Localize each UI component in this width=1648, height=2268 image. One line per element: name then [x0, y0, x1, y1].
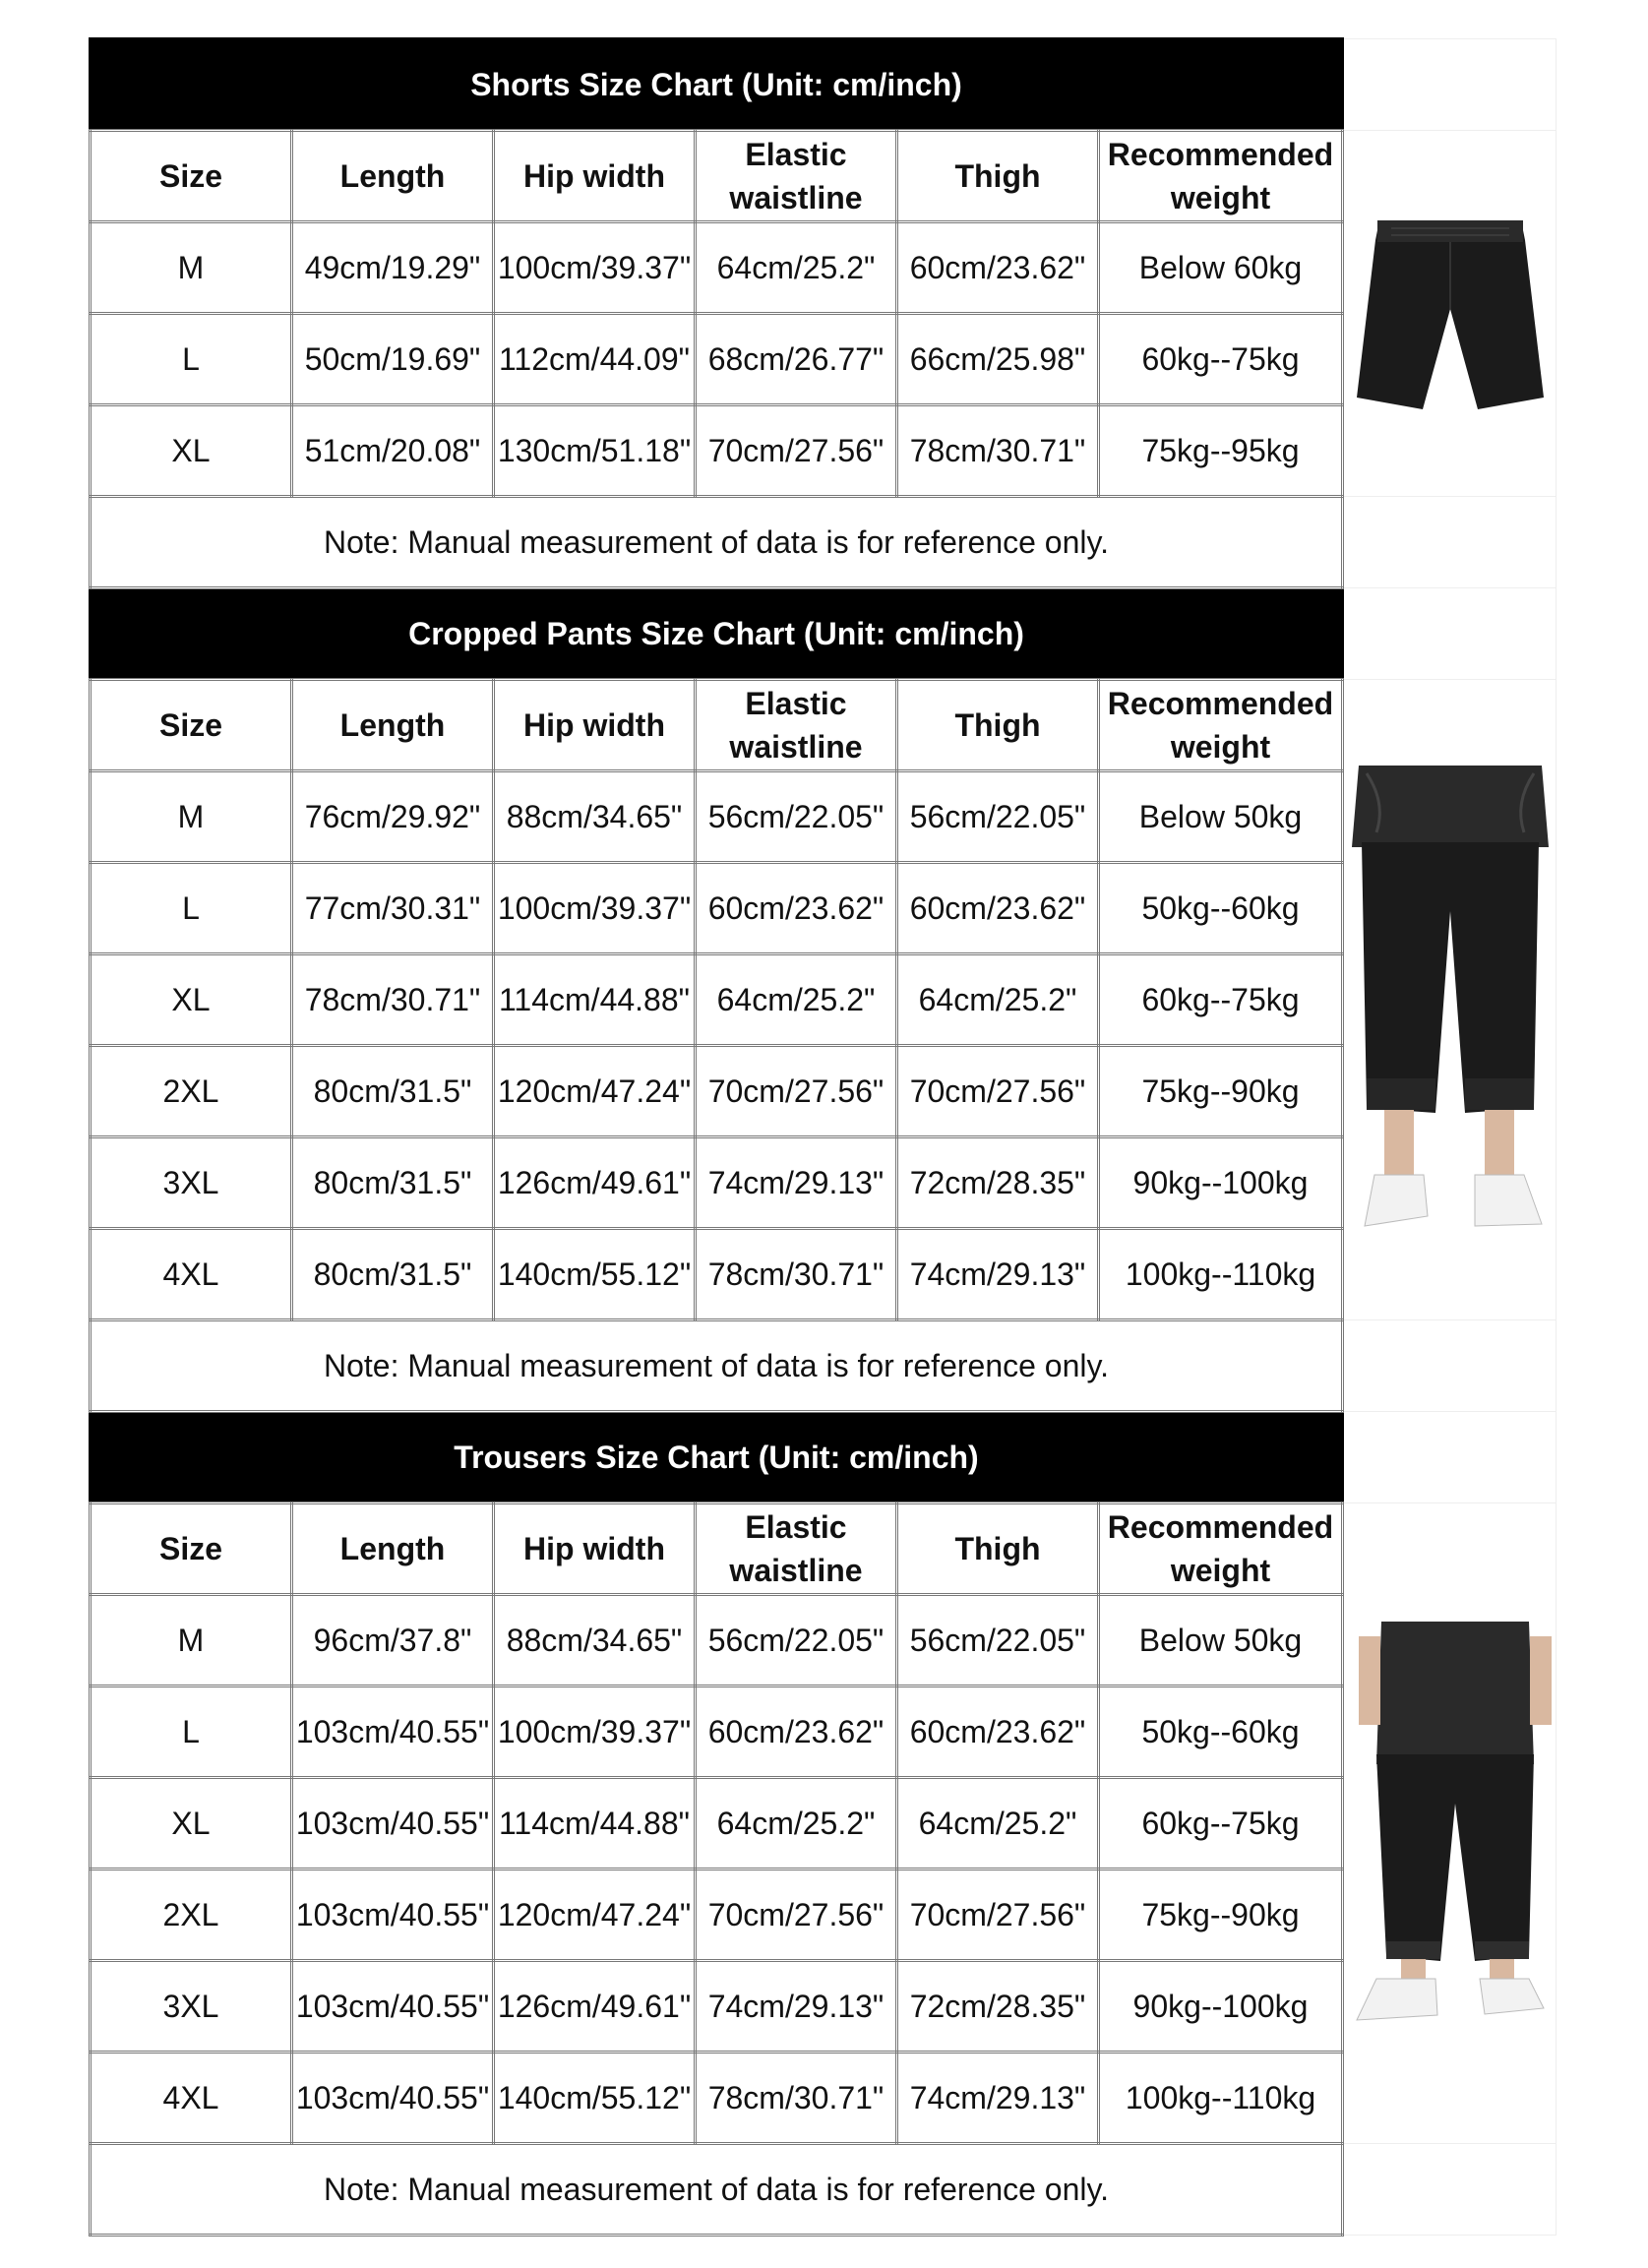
cell-recommended-weight: 100kg--110kg	[1099, 1229, 1343, 1320]
chart-title-row	[91, 1412, 1556, 1503]
table-row	[91, 954, 1556, 1046]
cell-size: 4XL	[91, 1229, 292, 1320]
cell-size: 2XL	[91, 1046, 292, 1137]
column-header-row	[91, 680, 1556, 771]
cell-length: 51cm/20.08"	[292, 405, 494, 497]
cell-size: 4XL	[91, 2053, 292, 2144]
column-header-thigh: Thigh	[897, 1503, 1099, 1595]
shorts-product-photo	[1352, 201, 1549, 427]
reference-note: Note: Manual measurement of data is for reference only.	[91, 2144, 1343, 2236]
column-header-thigh: Thigh	[897, 680, 1099, 771]
product-image-cell	[1343, 131, 1556, 497]
cell-length: 103cm/40.55"	[292, 1870, 494, 1961]
image-spacer-cell	[1343, 497, 1556, 588]
trousers-product-photo	[1347, 1617, 1554, 2030]
reference-note: Note: Manual measurement of data is for reference only.	[91, 497, 1343, 588]
cell-thigh: 72cm/28.35"	[897, 1137, 1099, 1229]
cell-recommended-weight: 75kg--95kg	[1099, 405, 1343, 497]
image-spacer-cell	[1343, 39, 1556, 131]
cell-size: L	[91, 314, 292, 405]
cell-elastic-waistline: 60cm/23.62"	[696, 863, 897, 954]
table-row	[91, 1595, 1556, 1686]
table-row	[91, 1046, 1556, 1137]
cell-recommended-weight: 100kg--110kg	[1099, 2053, 1343, 2144]
size-chart-document	[89, 37, 1556, 2237]
cell-elastic-waistline: 60cm/23.62"	[696, 1686, 897, 1778]
table-row	[91, 314, 1556, 405]
cell-elastic-waistline: 56cm/22.05"	[696, 1595, 897, 1686]
table-row	[91, 863, 1556, 954]
cell-length: 76cm/29.92"	[292, 771, 494, 863]
cell-length: 96cm/37.8"	[292, 1595, 494, 1686]
cell-thigh: 78cm/30.71"	[897, 405, 1099, 497]
table-row	[91, 2053, 1556, 2144]
cell-length: 80cm/31.5"	[292, 1137, 494, 1229]
note-row	[91, 497, 1556, 588]
cell-recommended-weight: 60kg--75kg	[1099, 1778, 1343, 1870]
table-row	[91, 222, 1556, 314]
cell-hip-width: 114cm/44.88"	[494, 1778, 696, 1870]
image-spacer-cell	[1343, 1412, 1556, 1503]
column-header-length: Length	[292, 1503, 494, 1595]
cell-hip-width: 130cm/51.18"	[494, 405, 696, 497]
cell-thigh: 60cm/23.62"	[897, 1686, 1099, 1778]
cell-recommended-weight: 50kg--60kg	[1099, 1686, 1343, 1778]
column-header-size: Size	[91, 1503, 292, 1595]
chart-title: Cropped Pants Size Chart (Unit: cm/inch)	[91, 588, 1343, 680]
cell-elastic-waistline: 56cm/22.05"	[696, 771, 897, 863]
image-spacer-cell	[1343, 588, 1556, 680]
column-header-length: Length	[292, 131, 494, 222]
cell-hip-width: 114cm/44.88"	[494, 954, 696, 1046]
cell-elastic-waistline: 74cm/29.13"	[696, 1137, 897, 1229]
table-row	[91, 405, 1556, 497]
cell-hip-width: 126cm/49.61"	[494, 1961, 696, 2053]
cell-size: M	[91, 222, 292, 314]
product-image-cell	[1343, 1503, 1556, 2144]
cell-length: 103cm/40.55"	[292, 1778, 494, 1870]
cell-thigh: 64cm/25.2"	[897, 954, 1099, 1046]
column-header-thigh: Thigh	[897, 131, 1099, 222]
image-spacer-cell	[1343, 1320, 1556, 1412]
column-header-recommended-weight: Recommended weight	[1099, 1503, 1343, 1595]
cell-elastic-waistline: 70cm/27.56"	[696, 405, 897, 497]
column-header-length: Length	[292, 680, 494, 771]
cell-size: 3XL	[91, 1961, 292, 2053]
cell-thigh: 74cm/29.13"	[897, 1229, 1099, 1320]
cell-elastic-waistline: 74cm/29.13"	[696, 1961, 897, 2053]
cropped-pants-product-photo	[1347, 754, 1554, 1246]
column-header-hip-width: Hip width	[494, 680, 696, 771]
chart-title-row	[91, 588, 1556, 680]
table-row	[91, 1961, 1556, 2053]
cell-length: 50cm/19.69"	[292, 314, 494, 405]
cell-hip-width: 140cm/55.12"	[494, 2053, 696, 2144]
cell-hip-width: 100cm/39.37"	[494, 222, 696, 314]
column-header-row	[91, 1503, 1556, 1595]
table-row	[91, 1229, 1556, 1320]
cell-length: 80cm/31.5"	[292, 1229, 494, 1320]
cell-hip-width: 100cm/39.37"	[494, 863, 696, 954]
table-row	[91, 1137, 1556, 1229]
cell-size: XL	[91, 954, 292, 1046]
image-spacer-cell	[1343, 2144, 1556, 2236]
size-chart-table	[89, 37, 1556, 2237]
cell-elastic-waistline: 68cm/26.77"	[696, 314, 897, 405]
cell-recommended-weight: 90kg--100kg	[1099, 1137, 1343, 1229]
table-row	[91, 771, 1556, 863]
cell-size: 3XL	[91, 1137, 292, 1229]
cell-recommended-weight: 60kg--75kg	[1099, 314, 1343, 405]
cell-elastic-waistline: 78cm/30.71"	[696, 1229, 897, 1320]
cell-elastic-waistline: 64cm/25.2"	[696, 1778, 897, 1870]
cell-length: 78cm/30.71"	[292, 954, 494, 1046]
cell-length: 49cm/19.29"	[292, 222, 494, 314]
cell-thigh: 70cm/27.56"	[897, 1870, 1099, 1961]
note-row	[91, 1320, 1556, 1412]
cell-thigh: 56cm/22.05"	[897, 771, 1099, 863]
cell-thigh: 70cm/27.56"	[897, 1046, 1099, 1137]
cell-thigh: 60cm/23.62"	[897, 863, 1099, 954]
column-header-size: Size	[91, 680, 292, 771]
cell-size: XL	[91, 405, 292, 497]
cell-elastic-waistline: 64cm/25.2"	[696, 222, 897, 314]
column-header-recommended-weight: Recommended weight	[1099, 680, 1343, 771]
cell-length: 103cm/40.55"	[292, 1686, 494, 1778]
cell-length: 77cm/30.31"	[292, 863, 494, 954]
cell-elastic-waistline: 70cm/27.56"	[696, 1870, 897, 1961]
cell-hip-width: 112cm/44.09"	[494, 314, 696, 405]
table-row	[91, 1778, 1556, 1870]
cell-size: L	[91, 863, 292, 954]
table-row	[91, 1686, 1556, 1778]
cell-recommended-weight: Below 50kg	[1099, 771, 1343, 863]
column-header-hip-width: Hip width	[494, 1503, 696, 1595]
cell-elastic-waistline: 70cm/27.56"	[696, 1046, 897, 1137]
column-header-size: Size	[91, 131, 292, 222]
cell-length: 103cm/40.55"	[292, 2053, 494, 2144]
cell-recommended-weight: Below 60kg	[1099, 222, 1343, 314]
note-row	[91, 2144, 1556, 2236]
cell-thigh: 64cm/25.2"	[897, 1778, 1099, 1870]
cell-length: 103cm/40.55"	[292, 1961, 494, 2053]
cell-length: 80cm/31.5"	[292, 1046, 494, 1137]
cell-hip-width: 88cm/34.65"	[494, 1595, 696, 1686]
cell-hip-width: 126cm/49.61"	[494, 1137, 696, 1229]
cell-recommended-weight: 75kg--90kg	[1099, 1046, 1343, 1137]
cell-thigh: 72cm/28.35"	[897, 1961, 1099, 2053]
chart-title: Trousers Size Chart (Unit: cm/inch)	[91, 1412, 1343, 1503]
product-image-cell	[1343, 680, 1556, 1320]
cell-size: XL	[91, 1778, 292, 1870]
cell-hip-width: 120cm/47.24"	[494, 1870, 696, 1961]
reference-note: Note: Manual measurement of data is for reference only.	[91, 1320, 1343, 1412]
cell-thigh: 66cm/25.98"	[897, 314, 1099, 405]
cell-size: L	[91, 1686, 292, 1778]
cell-recommended-weight: 90kg--100kg	[1099, 1961, 1343, 2053]
chart-title: Shorts Size Chart (Unit: cm/inch)	[91, 39, 1343, 131]
cell-elastic-waistline: 78cm/30.71"	[696, 2053, 897, 2144]
cell-hip-width: 88cm/34.65"	[494, 771, 696, 863]
cell-thigh: 74cm/29.13"	[897, 2053, 1099, 2144]
cell-recommended-weight: Below 50kg	[1099, 1595, 1343, 1686]
cell-size: M	[91, 771, 292, 863]
column-header-row	[91, 131, 1556, 222]
cell-thigh: 56cm/22.05"	[897, 1595, 1099, 1686]
cell-size: 2XL	[91, 1870, 292, 1961]
cell-hip-width: 120cm/47.24"	[494, 1046, 696, 1137]
column-header-elastic-waistline: Elastic waistline	[696, 680, 897, 771]
table-row	[91, 1870, 1556, 1961]
cell-elastic-waistline: 64cm/25.2"	[696, 954, 897, 1046]
cell-recommended-weight: 75kg--90kg	[1099, 1870, 1343, 1961]
column-header-elastic-waistline: Elastic waistline	[696, 131, 897, 222]
column-header-recommended-weight: Recommended weight	[1099, 131, 1343, 222]
chart-title-row	[91, 39, 1556, 131]
column-header-elastic-waistline: Elastic waistline	[696, 1503, 897, 1595]
column-header-hip-width: Hip width	[494, 131, 696, 222]
cell-size: M	[91, 1595, 292, 1686]
cell-recommended-weight: 60kg--75kg	[1099, 954, 1343, 1046]
cell-hip-width: 100cm/39.37"	[494, 1686, 696, 1778]
cell-thigh: 60cm/23.62"	[897, 222, 1099, 314]
cell-hip-width: 140cm/55.12"	[494, 1229, 696, 1320]
cell-recommended-weight: 50kg--60kg	[1099, 863, 1343, 954]
